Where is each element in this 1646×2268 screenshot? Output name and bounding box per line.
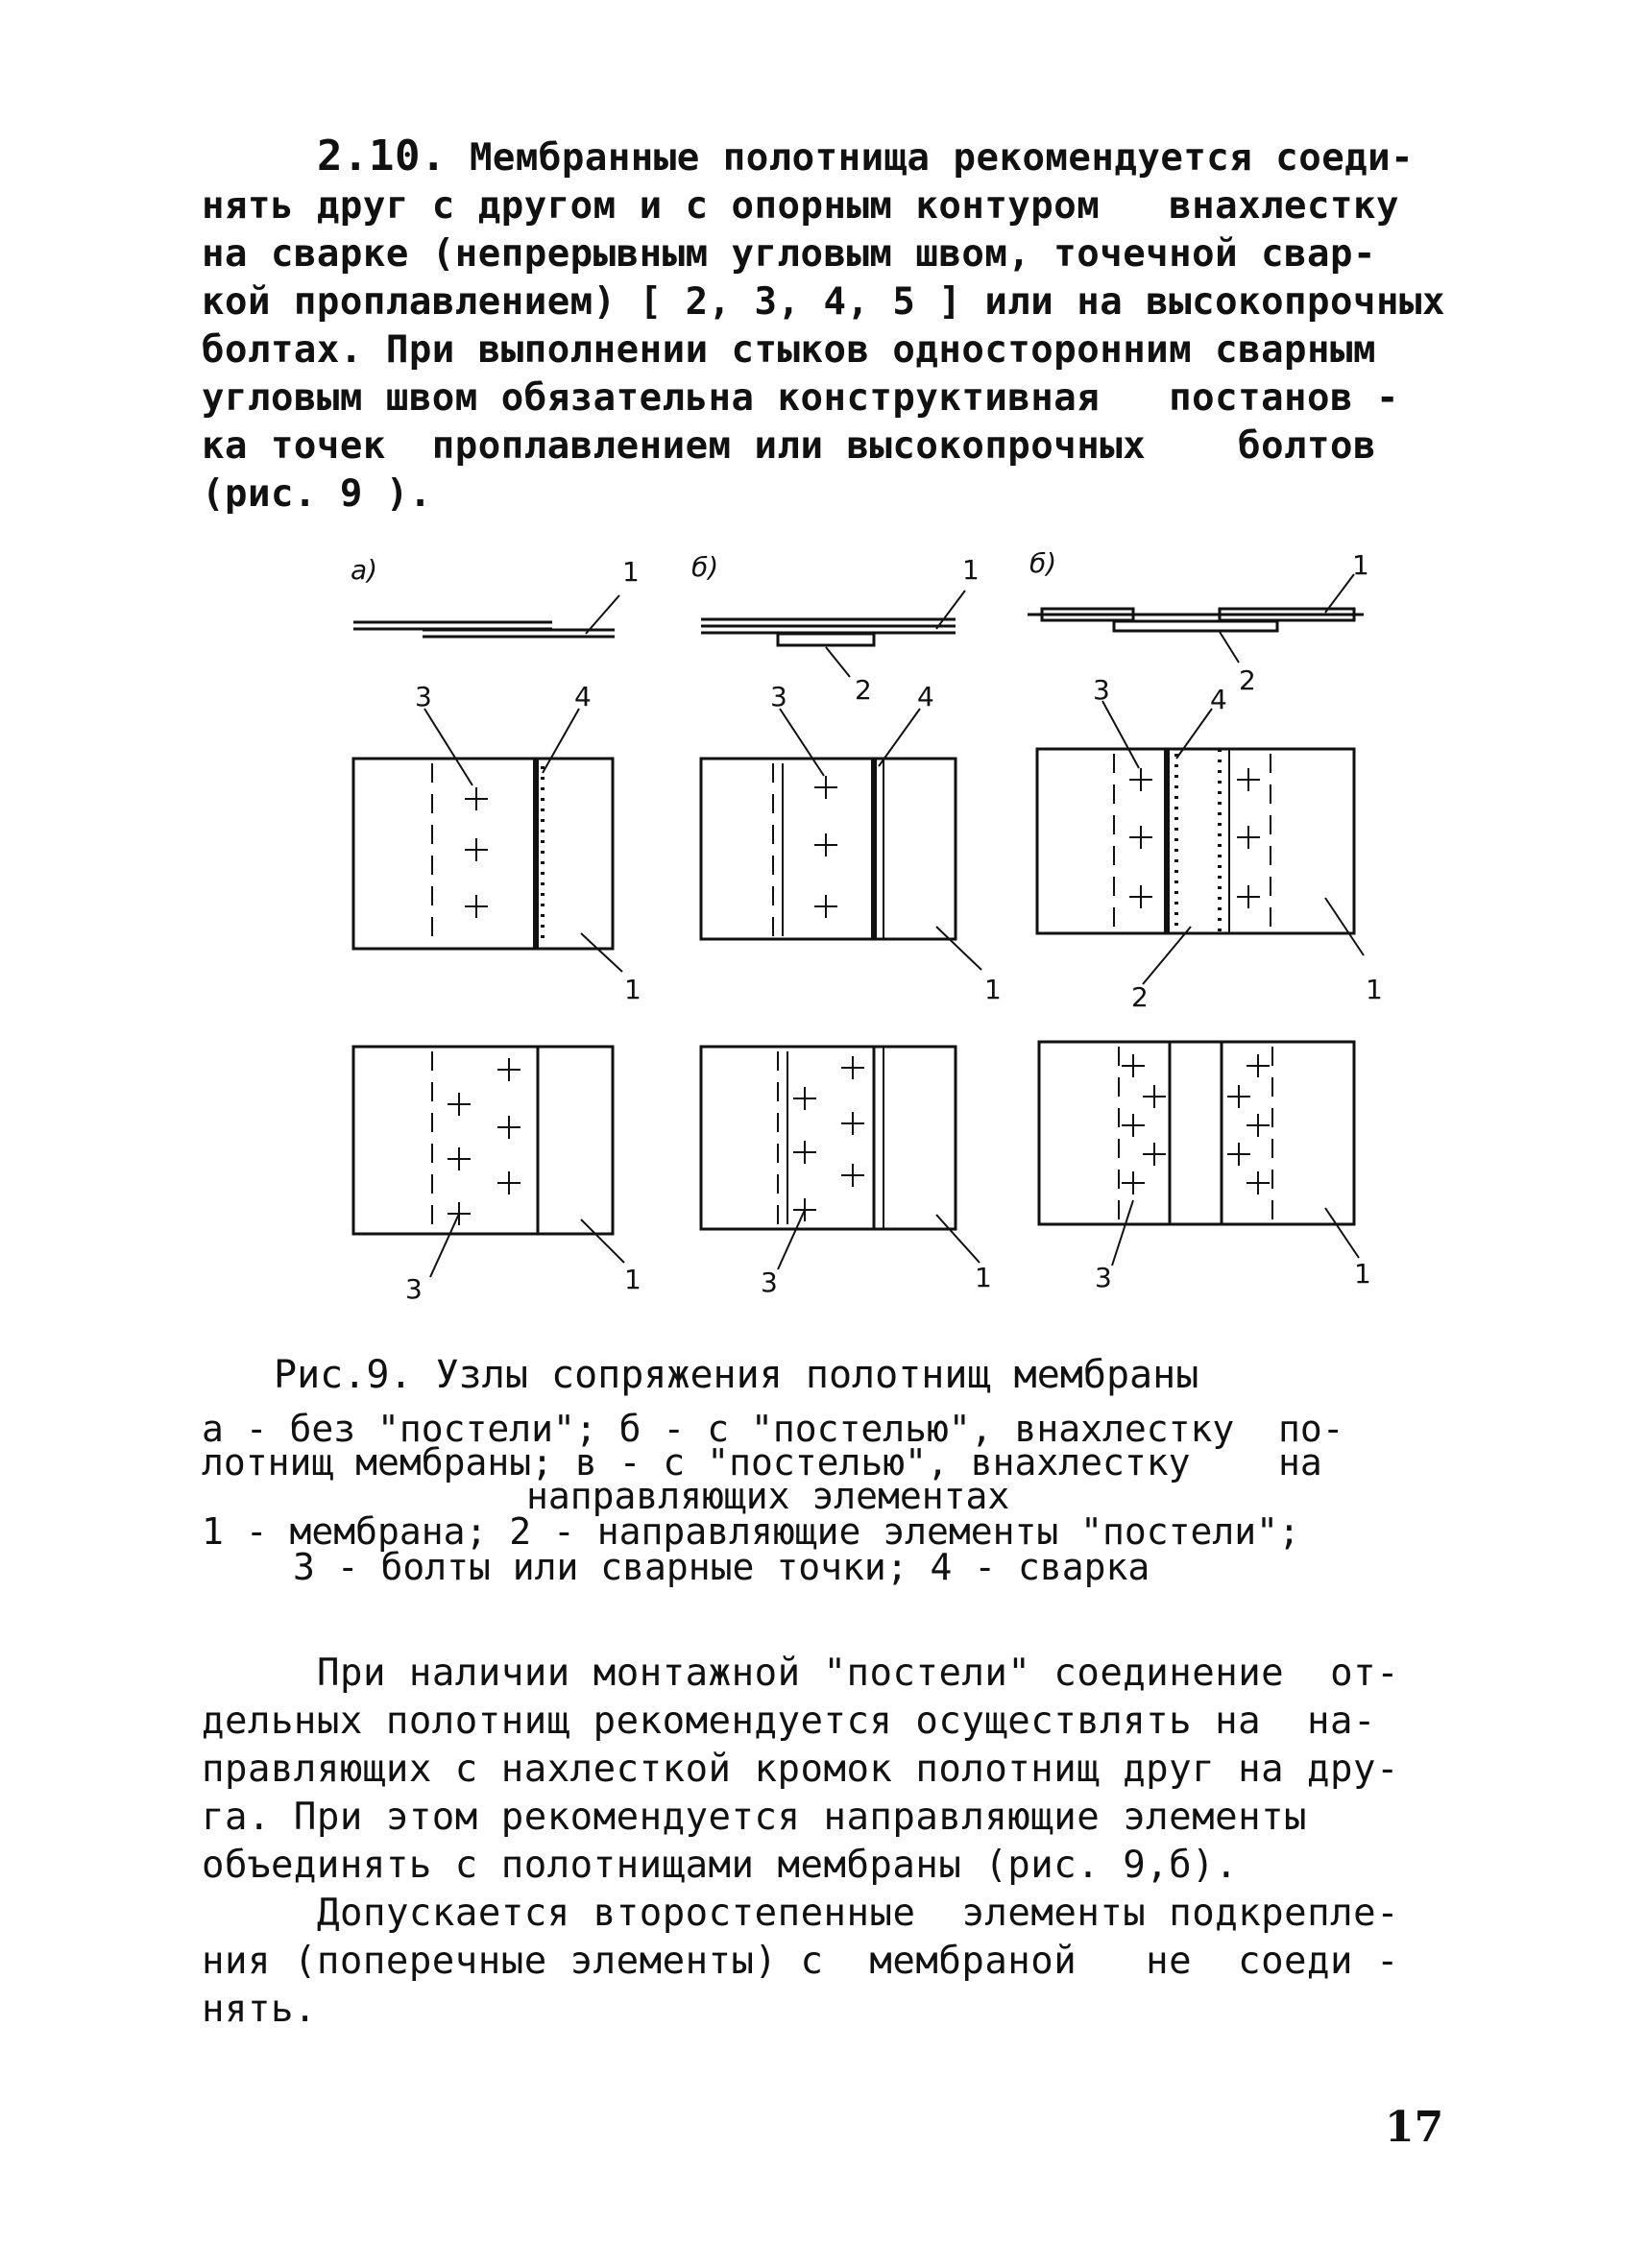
caption-line: лотнищ мембраны; в - с "постелью", внахлестку на bbox=[202, 1441, 1322, 1484]
label-4: 4 bbox=[917, 681, 934, 712]
caption-line: 1 - мембрана; 2 - направляющие элементы "постели"; bbox=[202, 1510, 1300, 1553]
paragraph-line: правляющих с нахлесткой кромок полотнищ друг на дру- bbox=[202, 1748, 1399, 1791]
label-4: 4 bbox=[574, 681, 592, 712]
label-1: 1 bbox=[624, 974, 641, 1005]
section-v bbox=[1028, 574, 1364, 663]
label-1: 1 bbox=[624, 1264, 641, 1295]
label-3: 3 bbox=[405, 1273, 423, 1305]
label-1: 1 bbox=[962, 554, 980, 586]
label-2: 2 bbox=[1239, 664, 1256, 696]
paragraph-line: При наличии монтажной "постели" соединение от- bbox=[317, 1652, 1400, 1695]
label-3: 3 bbox=[761, 1267, 778, 1298]
label-1: 1 bbox=[984, 974, 1002, 1005]
paragraph-line: кой проплавлением) [ 2, 3, 4, 5 ] или на высокопрочных bbox=[202, 280, 1445, 324]
paragraph-secondary-elements bbox=[202, 1890, 1469, 2034]
plan-a-1 bbox=[353, 709, 622, 972]
paragraph-postel bbox=[202, 1650, 1469, 1890]
caption-line: направляющих элементах bbox=[526, 1475, 1010, 1517]
paragraph-line: нять друг с другом и с опорным контуром внахлестку bbox=[202, 184, 1399, 228]
paragraph-line: объединять с полотнищами мембраны (рис. 9,б). bbox=[202, 1844, 1239, 1887]
page-number: 17 bbox=[1385, 2103, 1444, 2152]
label-1: 1 bbox=[1366, 974, 1383, 1005]
label-2: 2 bbox=[855, 674, 872, 706]
label-3: 3 bbox=[1093, 674, 1110, 706]
paragraph-line: болтах. При выполнении стыков односторонним сварным bbox=[202, 328, 1376, 372]
label-3: 3 bbox=[415, 681, 432, 712]
plan-v-1 bbox=[1037, 701, 1364, 984]
paragraph-line: угловым швом обязательна конструктивная постанов - bbox=[202, 376, 1399, 420]
paragraph-line: на сварке (непрерывным угловым швом, точечной свар- bbox=[202, 232, 1376, 276]
label-2: 2 bbox=[1131, 981, 1149, 1013]
paragraph-line: 2.10. Мембранные полотнища рекомендуется соеди- bbox=[317, 132, 1415, 181]
paragraph-line: ния (поперечные элементы) с мембраной не соеди - bbox=[202, 1940, 1399, 1983]
figure-caption-title: Рис.9. Узлы сопряжения полотнищ мембраны bbox=[274, 1353, 1199, 1397]
label-1: 1 bbox=[1354, 1258, 1371, 1290]
caption-line: 3 - болты или сварные точки; 4 - сварка bbox=[293, 1546, 1150, 1588]
label-4: 4 bbox=[1210, 684, 1227, 715]
section-b bbox=[701, 591, 965, 677]
label-1: 1 bbox=[975, 1262, 992, 1293]
panel-label-v: б) bbox=[1029, 547, 1057, 579]
panel-label-b: б) bbox=[691, 551, 719, 583]
paragraph-line: ка точек проплавлением или высокопрочных болтов bbox=[202, 424, 1376, 468]
section-a bbox=[353, 595, 619, 637]
paragraph-line: нять. bbox=[202, 1988, 317, 2031]
section-number: 2.10. bbox=[317, 132, 447, 181]
label-1: 1 bbox=[1352, 549, 1369, 581]
paragraph-line: (рис. 9 ). bbox=[202, 472, 432, 516]
plan-v-2 bbox=[1039, 1042, 1359, 1266]
panel-label-a: а) bbox=[351, 554, 378, 586]
paragraph-line: дельных полотнищ рекомендуется осуществлять на на- bbox=[202, 1700, 1376, 1743]
paragraph-line: Допускается второстепенные элементы подкрепле- bbox=[317, 1892, 1400, 1935]
label-1: 1 bbox=[622, 556, 640, 588]
paragraph-line: га. При этом рекомендуется направляющие элементы bbox=[202, 1796, 1308, 1839]
plan-b-1 bbox=[701, 709, 981, 970]
plan-a-2 bbox=[353, 1047, 624, 1277]
caption-line: а - без "постели"; б - с "постелью", внахлестку по- bbox=[202, 1408, 1344, 1450]
plan-b-2 bbox=[701, 1047, 980, 1269]
label-3: 3 bbox=[770, 681, 787, 712]
label-3: 3 bbox=[1095, 1262, 1112, 1293]
